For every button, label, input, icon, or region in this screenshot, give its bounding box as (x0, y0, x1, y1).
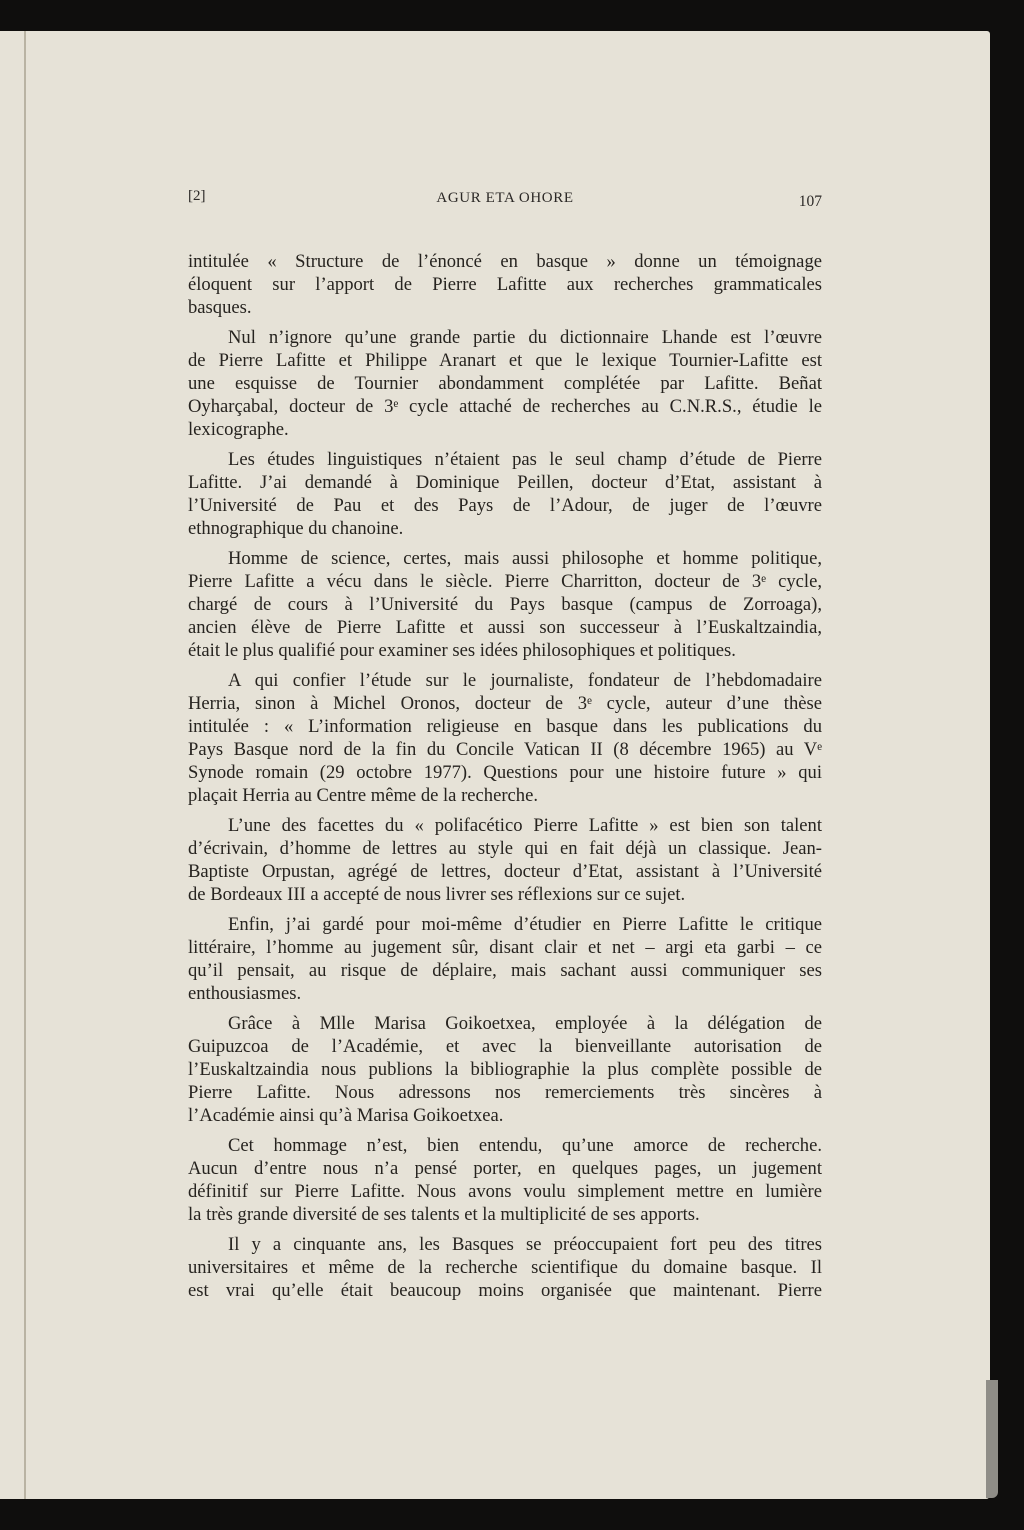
running-title: AGUR ETA OHORE (436, 190, 574, 206)
text-line: qu’il pensait, au risque de déplaire, mais sachant aussi communiquer ses (188, 960, 822, 981)
text-line: l’Université de Pau et des Pays de l’Adour, de juger de l’œuvre (188, 495, 822, 516)
text-line: L’une des facettes du « polifacético Pierre Lafitte » est bien son talent (228, 815, 822, 836)
text-line: lexicographe. (188, 419, 289, 440)
page-number: 107 (798, 193, 822, 210)
text-line: Aucun d’entre nous n’a pensé porter, en quelques pages, un jugement (188, 1158, 822, 1179)
text-line: intitulée « Structure de l’énoncé en basque » donne un témoignage (188, 251, 822, 272)
text-line: Nul n’ignore qu’une grande partie du dictionnaire Lhande est l’œuvre (228, 327, 822, 348)
text-line: d’écrivain, d’homme de lettres au style qui en fait déjà un classique. Jean- (188, 838, 822, 859)
text-line: était le plus qualifié pour examiner ses idées philosophiques et politiques. (188, 640, 736, 661)
paragraph (188, 448, 822, 540)
text-line: A qui confier l’étude sur le journaliste, fondateur de l’hebdomadaire (228, 670, 822, 691)
text-line: basques. (188, 297, 252, 318)
text-line: Homme de science, certes, mais aussi philosophe et homme politique, (228, 548, 822, 569)
text-line: Pays Basque nord de la fin du Concile Vatican II (8 décembre 1965) au Vᵉ (188, 739, 822, 760)
text-line: Baptiste Orpustan, agrégé de lettres, docteur d’Etat, assistant à l’Université (188, 861, 822, 882)
text-line: ethnographique du chanoine. (188, 518, 404, 539)
paragraph (188, 1233, 822, 1302)
text-line: enthousiasmes. (188, 983, 302, 1004)
paragraph (188, 913, 822, 1005)
paragraph (188, 326, 822, 441)
running-head (188, 188, 822, 212)
text-line: Grâce à Mlle Marisa Goikoetxea, employée à la délégation de (228, 1013, 822, 1034)
page-gutter-line (24, 31, 26, 1499)
text-line: de Pierre Lafitte et Philippe Aranart et que le lexique Tournier-Lafitte est (188, 350, 822, 371)
text-line: ancien élève de Pierre Lafitte et aussi son successeur à l’Euskaltzaindia, (188, 617, 822, 638)
text-line: définitif sur Pierre Lafitte. Nous avons voulu simplement mettre en lumière (188, 1181, 822, 1202)
text-line: Synode romain (29 octobre 1977). Questions pour une histoire future » qui (188, 762, 822, 783)
text-line: l’Académie ainsi qu’à Marisa Goikoetxea. (188, 1105, 504, 1126)
text-line: Pierre Lafitte a vécu dans le siècle. Pierre Charritton, docteur de 3ᵉ cycle, (188, 571, 822, 592)
text-line: une esquisse de Tournier abondamment complétée par Lafitte. Beñat (188, 373, 822, 394)
paragraph (188, 669, 822, 807)
paragraph (188, 250, 822, 319)
text-line: Oyharçabal, docteur de 3ᵉ cycle attaché de recherches au C.N.R.S., étudie le (188, 396, 822, 417)
text-line: Lafitte. J’ai demandé à Dominique Peillen, docteur d’Etat, assistant à (188, 472, 822, 493)
text-line: universitaires et même de la recherche scientifique du domaine basque. Il (188, 1257, 822, 1278)
section-number: [2] (188, 188, 206, 204)
text-line: est vrai qu’elle était beaucoup moins organisée que maintenant. Pierre (188, 1280, 822, 1301)
paragraph (188, 547, 822, 662)
text-line: l’Euskaltzaindia nous publions la bibliographie la plus complète possible de (188, 1059, 822, 1080)
paragraph (188, 1012, 822, 1127)
paragraph (188, 1134, 822, 1226)
text-line: Enfin, j’ai gardé pour moi-même d’étudier en Pierre Lafitte le critique (228, 914, 822, 935)
text-line: Il y a cinquante ans, les Basques se préoccupaient fort peu des titres (228, 1234, 822, 1255)
text-line: de Bordeaux III a accepté de nous livrer ses réflexions sur ce sujet. (188, 884, 686, 905)
text-line: plaçait Herria au Centre même de la recherche. (188, 785, 538, 806)
text-line: chargé de cours à l’Université du Pays basque (campus de Zorroaga), (188, 594, 822, 615)
text-line: littéraire, l’homme au jugement sûr, disant clair et net – argi eta garbi – ce (188, 937, 822, 958)
text-line: intitulée : « L’information religieuse en basque dans les publications du (188, 716, 822, 737)
text-line: Cet hommage n’est, bien entendu, qu’une amorce de recherche. (228, 1135, 822, 1156)
text-line: Les études linguistiques n’étaient pas le seul champ d’étude de Pierre (228, 449, 822, 470)
text-line: la très grande diversité de ses talents et la multiplicité de ses apports. (188, 1204, 700, 1225)
body-text (188, 250, 822, 1309)
text-line: Herria, sinon à Michel Oronos, docteur de 3ᵉ cycle, auteur d’une thèse (188, 693, 822, 714)
text-line: Pierre Lafitte. Nous adressons nos remerciements très sincères à (188, 1082, 822, 1103)
text-line: Guipuzcoa de l’Académie, et avec la bienveillante autorisation de (188, 1036, 822, 1057)
paragraph (188, 814, 822, 906)
page-edge (986, 1380, 998, 1498)
text-line: éloquent sur l’apport de Pierre Lafitte aux recherches grammaticales (188, 274, 822, 295)
